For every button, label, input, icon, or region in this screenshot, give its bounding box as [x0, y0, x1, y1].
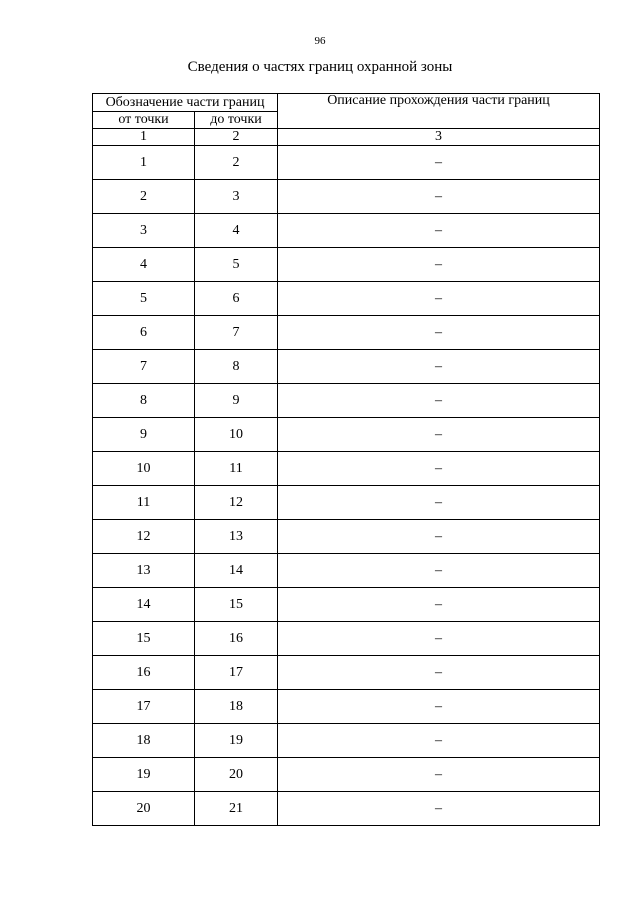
description-cell: – [278, 554, 600, 588]
to-point-cell: 3 [195, 180, 278, 214]
table-row [93, 180, 600, 214]
column-number: 1 [93, 129, 195, 146]
to-point-cell: 18 [195, 690, 278, 724]
table-row [93, 622, 600, 656]
to-point-cell: 5 [195, 248, 278, 282]
to-point-cell: 9 [195, 384, 278, 418]
description-cell: – [278, 486, 600, 520]
from-point-cell: 1 [93, 146, 195, 180]
table-row [93, 146, 600, 180]
table-row [93, 214, 600, 248]
table-row [93, 316, 600, 350]
table-row [93, 656, 600, 690]
description-cell: – [278, 520, 600, 554]
from-point-cell: 8 [93, 384, 195, 418]
from-point-cell: 15 [93, 622, 195, 656]
to-point-cell: 21 [195, 792, 278, 826]
description-cell: – [278, 622, 600, 656]
description-cell: – [278, 282, 600, 316]
to-point-cell: 7 [195, 316, 278, 350]
table-row [93, 758, 600, 792]
to-point-cell: 19 [195, 724, 278, 758]
description-cell: – [278, 180, 600, 214]
page-number: 96 [314, 35, 326, 47]
table-row [93, 384, 600, 418]
document-title: Сведения о частях границ охранной зоны [187, 59, 453, 75]
to-point-cell: 2 [195, 146, 278, 180]
to-point-cell: 13 [195, 520, 278, 554]
from-point-cell: 5 [93, 282, 195, 316]
from-point-cell: 11 [93, 486, 195, 520]
table-row [93, 486, 600, 520]
from-point-cell: 10 [93, 452, 195, 486]
from-point-cell: 2 [93, 180, 195, 214]
from-point-cell: 3 [93, 214, 195, 248]
boundary-parts-table [92, 93, 600, 826]
description-cell: – [278, 758, 600, 792]
to-point-cell: 4 [195, 214, 278, 248]
to-point-cell: 14 [195, 554, 278, 588]
description-cell: – [278, 418, 600, 452]
from-point-cell: 12 [93, 520, 195, 554]
header-description: Описание прохождения части границ [278, 94, 600, 129]
from-point-cell: 4 [93, 248, 195, 282]
to-point-cell: 11 [195, 452, 278, 486]
description-cell: – [278, 248, 600, 282]
table-row [93, 418, 600, 452]
column-numbers-row [93, 129, 600, 146]
description-cell: – [278, 350, 600, 384]
header-boundary-designation: Обозначение части границ [93, 94, 278, 112]
header-from-point: от точки [93, 112, 195, 129]
description-cell: – [278, 656, 600, 690]
table-row [93, 690, 600, 724]
table-row [93, 588, 600, 622]
from-point-cell: 19 [93, 758, 195, 792]
column-number: 3 [278, 129, 600, 146]
from-point-cell: 17 [93, 690, 195, 724]
to-point-cell: 17 [195, 656, 278, 690]
description-cell: – [278, 724, 600, 758]
description-cell: – [278, 214, 600, 248]
description-cell: – [278, 690, 600, 724]
description-cell: – [278, 146, 600, 180]
from-point-cell: 18 [93, 724, 195, 758]
table-row [93, 350, 600, 384]
from-point-cell: 6 [93, 316, 195, 350]
from-point-cell: 20 [93, 792, 195, 826]
to-point-cell: 6 [195, 282, 278, 316]
table-row [93, 248, 600, 282]
table-body [93, 146, 600, 826]
header-to-point: до точки [195, 112, 278, 129]
to-point-cell: 15 [195, 588, 278, 622]
column-number: 2 [195, 129, 278, 146]
table-row [93, 724, 600, 758]
from-point-cell: 7 [93, 350, 195, 384]
from-point-cell: 13 [93, 554, 195, 588]
table-row [93, 554, 600, 588]
table-row [93, 520, 600, 554]
from-point-cell: 16 [93, 656, 195, 690]
to-point-cell: 16 [195, 622, 278, 656]
from-point-cell: 9 [93, 418, 195, 452]
table-row [93, 792, 600, 826]
to-point-cell: 10 [195, 418, 278, 452]
table-row [93, 282, 600, 316]
description-cell: – [278, 384, 600, 418]
to-point-cell: 20 [195, 758, 278, 792]
header-row-group [93, 94, 600, 112]
to-point-cell: 8 [195, 350, 278, 384]
from-point-cell: 14 [93, 588, 195, 622]
description-cell: – [278, 792, 600, 826]
table-row [93, 452, 600, 486]
description-cell: – [278, 316, 600, 350]
description-cell: – [278, 452, 600, 486]
description-cell: – [278, 588, 600, 622]
to-point-cell: 12 [195, 486, 278, 520]
